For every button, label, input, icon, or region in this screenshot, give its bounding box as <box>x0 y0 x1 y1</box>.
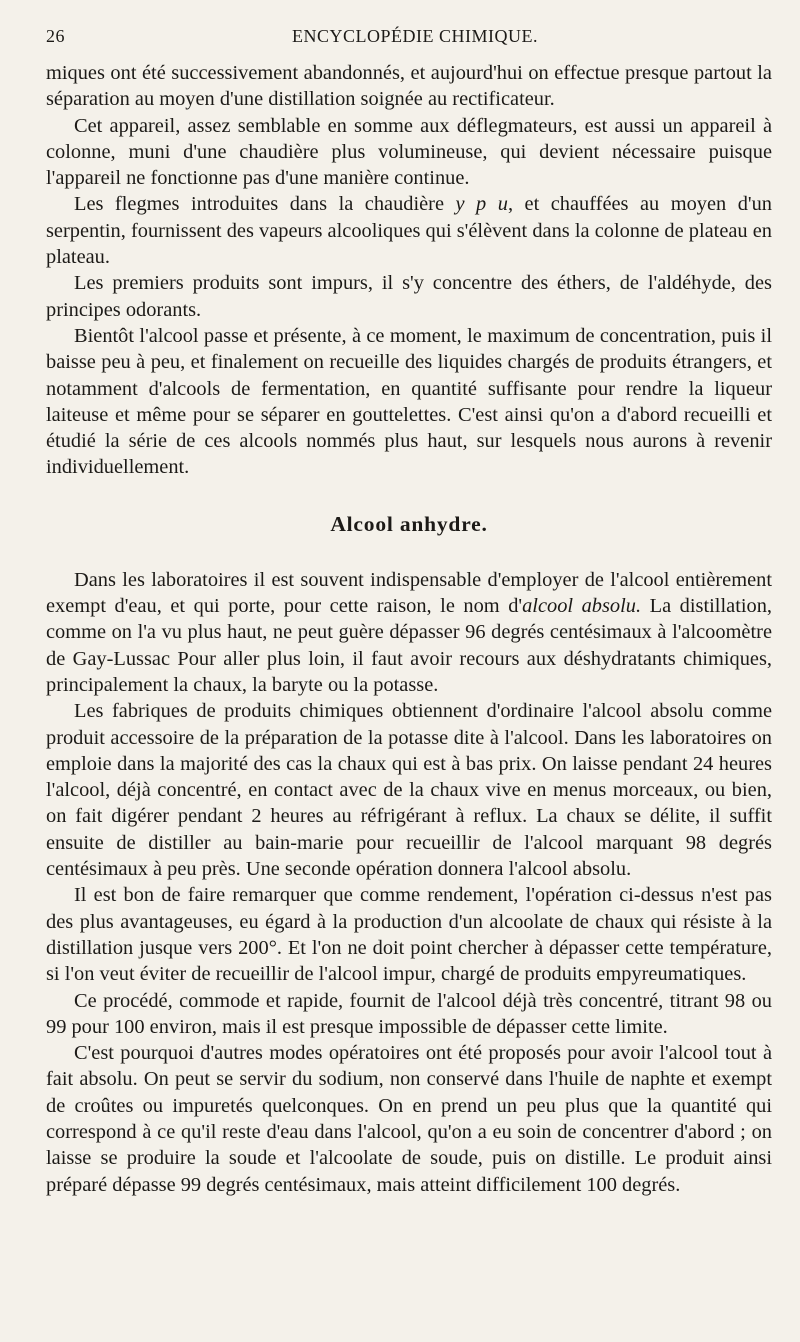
page-body <box>46 60 772 1198</box>
page-number: 26 <box>46 26 65 46</box>
paragraph: miques ont été successivement abandonnés, et aujourd'hui on effectue presque partout la séparation au moyen d'une distillation soignée au rectificateur. <box>46 62 772 111</box>
emphasis-term: alcool absolu. <box>522 595 642 618</box>
paragraph: Les premiers produits sont impurs, il s'y concentre des éthers, de l'aldéhyde, des principes odorants. <box>46 272 772 321</box>
paragraph <box>46 191 772 270</box>
paragraph-text: , et chauffées au moyen d'un serpentin, fournissent des vapeurs alcooliques qui s'élèvent dans la colonne de plateau en plateau. <box>46 193 772 269</box>
paragraph: Les fabriques de produits chimiques obtiennent d'ordinaire l'alcool absolu comme produit accessoire de la préparation de la potasse dite à l'alcool. Dans les laboratoires on emploie dans la majorité des cas la chaux qui est à bas prix. On laisse pendant 24 heures l'alcool, déjà concentré, en contact avec de la chaux vive en menus morceaux, ou bien, on fait digérer pendant 2 heures au réfrigérant à reflux. La chaux se délite, il suffit ensuite de distiller au bain-marie pour recueillir de l'alcool marquant 98 degrés centésimaux à peu près. Une seconde opération donnera l'alcool absolu. <box>46 700 772 881</box>
paragraph: C'est pourquoi d'autres modes opératoires ont été proposés pour avoir l'alcool tout à fait absolu. On peut se servir du sodium, non conservé dans l'huile de naphte et exempt de croûtes ou impuretés quelconques. On en prend un peu plus que la quantité qui correspond à ce qu'il reste d'eau dans l'alcool, qu'on a eu soin de concentrer d'abord ; on laisse se produire la soude et l'alcoolate de soude, puis on distille. Le produit ainsi préparé dépasse 99 degrés centésimaux, mais atteint difficilement 100 degrés. <box>46 1042 772 1196</box>
section-title: Alcool anhydre. <box>330 511 488 536</box>
paragraph-text: Les flegmes introduites dans la chaudière <box>74 193 456 216</box>
running-title: ENCYCLOPÉDIE CHIMIQUE. <box>292 26 538 46</box>
paragraph-text: La distillation, comme on l'a vu plus haut, ne peut guère dépasser 96 degrés centésimaux à l'alcoomètre de Gay-Lussac Pour aller plus loin, il faut avoir recours aux déshydratants chimiques, principalement la chaux, la baryte ou la potasse. <box>46 595 773 696</box>
paragraph: Cet appareil, assez semblable en somme aux déflegmateurs, est aussi un appareil à colonne, muni d'une chaudière plus volumineuse, qui devient nécessaire puisque l'appareil ne fonctionne pas d'une manière continue. <box>46 114 772 190</box>
paragraph <box>46 567 772 698</box>
boiler-symbol: y p u <box>455 193 508 216</box>
paragraph: Ce procédé, commode et rapide, fournit de l'alcool déjà très concentré, titrant 98 ou 99 pour 100 environ, mais il est presque impossible de dépasser cette limite. <box>46 989 772 1038</box>
paragraph: Il est bon de faire remarquer que comme rendement, l'opération ci-dessus n'est pas des plus avantageuses, eu égard à la production d'un alcoolate de chaux qui résiste à la distillation jusque vers 200°. Et l'on ne doit point chercher à dépasser cette température, si l'on veut éviter de recueillir de l'alcool impur, chargé de produits empyreumatiques. <box>46 884 772 986</box>
paragraph: Bientôt l'alcool passe et présente, à ce moment, le maximum de concentration, puis il baisse peu à peu, et finalement on recueille des liquides chargés de produits étrangers, et notamment d'alcools de fermentation, en quantité suffisante pour rendre la liqueur laiteuse et même pour se séparer en gouttelettes. C'est ainsi qu'on a d'abord recueilli et étudié la série de ces alcools nommés plus haut, sur lesquels nous aurons à revenir individuellement. <box>46 324 772 479</box>
paragraph-text: Dans les laboratoires il est souvent indispensable d'employer de l'alcool entièrement exempt d'eau, et qui porte, pour cette raison, le nom d' <box>46 568 772 618</box>
page-header <box>46 26 772 60</box>
